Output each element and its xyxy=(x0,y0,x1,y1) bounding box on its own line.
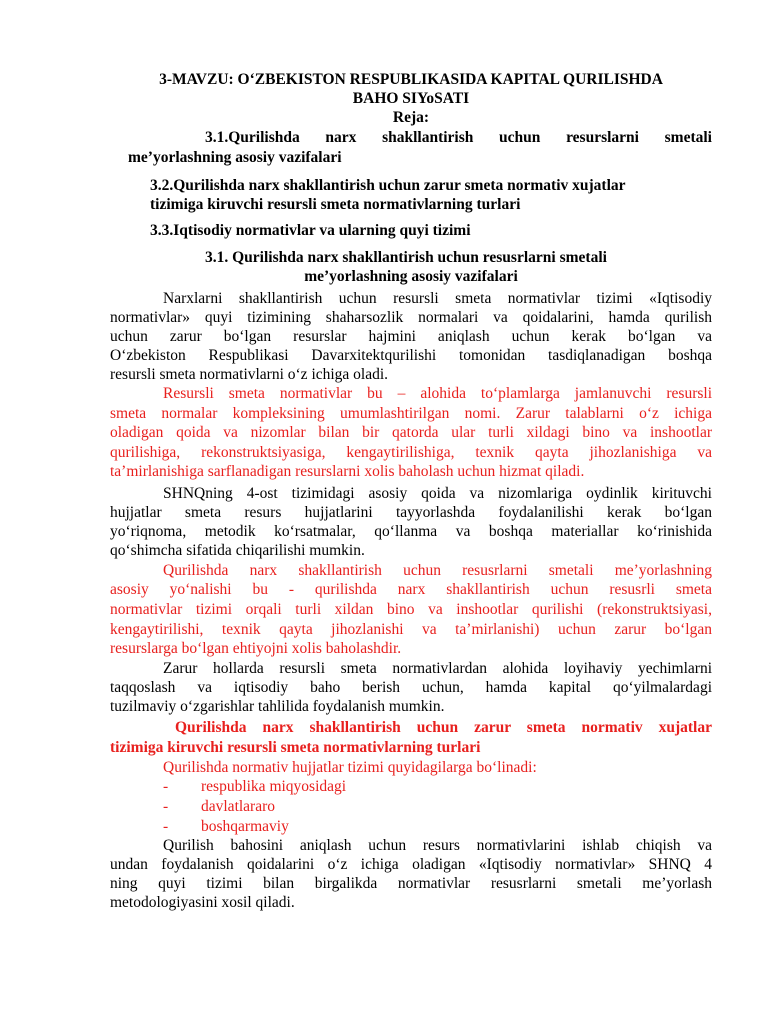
paragraph-1-line-4: O‘zbekiston Respublikasi Davarxitektqurilishi tomonidan tasdiqlanadigan boshqa xyxy=(110,347,712,364)
list-marker: - xyxy=(163,818,169,835)
paragraph-1-line-1: Narxlarni shakllantirish uchun resursli smeta normativlar tizimi «Iqtisodiy xyxy=(163,290,712,307)
paragraph-5-line-2: taqqoslash va iqtisodiy baho berish uchun, hamda kapital qo‘yilmalardagi xyxy=(110,679,712,696)
paragraph-2-line-2: smeta normalar kompleksining umumlashtirilgan nomi. Zarur talablarni o‘z ichiga xyxy=(110,405,712,422)
plan-item-1-line-1: 3.1.Qurilishda narx shakllantirish uchun resurslarni smetali xyxy=(205,129,712,146)
paragraph-4-line-3: normativlar tizimi orqali turli xildan bino va inshootlar qurilishi (rekonstruktsiyasi, xyxy=(110,601,712,618)
plan-item-2-line-1: 3.2.Qurilishda narx shakllantirish uchun zarur smeta normativ xujatlar xyxy=(150,177,626,194)
paragraph-3-line-3: yo‘riqnoma, metodik ko‘rsatmalar, qo‘llanma va boshqa materiallar ko‘rinishida xyxy=(110,523,712,540)
paragraph-4-line-5: resurslarga bo‘lgan ehtiyojni xolis baholashdir. xyxy=(110,640,402,657)
paragraph-6: Qurilishda normativ hujjatlar tizimi quyidagilarga bo‘linadi: xyxy=(163,759,537,776)
list-item: respublika miqyosidagi xyxy=(201,778,347,795)
paragraph-5-line-1: Zarur hollarda resursli smeta normativlardan alohida loyihaviy yechimlarni xyxy=(163,660,712,677)
paragraph-3-line-2: hujjatlar smeta resurs hujjatlarini tayyorlashda foydalanilishi kerak bo‘lgan xyxy=(110,504,712,521)
paragraph-4-line-4: kengaytirilishi, texnik qayta jihozlanishi va ta’mirlanishi) uchun zarur bo‘lgan xyxy=(110,621,712,638)
paragraph-3-line-1: SHNQning 4-ost tizimidagi asosiy qoida va nizomlariga oydinlik kirituvchi xyxy=(163,485,712,502)
list-item: davlatlararo xyxy=(201,798,276,815)
paragraph-2-line-1: Resursli smeta normativlar bu – alohida to‘plamlarga jamlanuvchi resursli xyxy=(163,385,712,402)
plan-item-2-line-2: tizimiga kiruvchi resursli smeta normativlarning turlari xyxy=(150,196,521,213)
paragraph-7-line-1: Qurilish bahosini aniqlash uchun resurs normativlarini ishlab chiqish va xyxy=(163,837,712,854)
paragraph-7-line-4: metodologiyasini xosil qiladi. xyxy=(110,894,295,911)
document-title-line-1: 3-MAVZU: O‘ZBEKISTON RESPUBLIKASIDA KAPITAL QURILISHDA xyxy=(159,71,663,88)
paragraph-2-line-4: qurilishiga, rekonstruktsiyasiga, kengaytirilishiga, texnik qayta jihozlanishiga va xyxy=(110,444,712,461)
paragraph-5-line-3: tuzilmaviy o‘zgarishlar tahlilida foydalanish mumkin. xyxy=(110,698,445,715)
paragraph-1-line-3: uchun zarur bo‘lgan resurslar hajmini aniqlash uchun kerak bo‘lgan va xyxy=(110,328,712,345)
paragraph-4-line-1: Qurilishda narx shakllantirish uchun resusrlarni smetali me’yorlashning xyxy=(163,562,712,579)
red-heading-line-1: Qurilishda narx shakllantirish uchun zarur smeta normativ xujatlar xyxy=(175,719,712,736)
paragraph-2-line-5: ta’mirlanishiga sarflanadigan resurslarni xolis baholash uchun hizmat qiladi. xyxy=(110,463,585,480)
list-item: boshqarmaviy xyxy=(201,818,289,835)
paragraph-2-line-3: oladigan qoida va nizomlar bilan bir qatorda ular turli xildagi bino va inshootlar xyxy=(110,424,712,441)
paragraph-3-line-4: qo‘shimcha sifatida chiqarilishi mumkin. xyxy=(110,542,365,559)
paragraph-7-line-2: undan foydalanish qoidalarini o‘z ichiga oladigan «Iqtisodiy normativlar» SHNQ 4 xyxy=(110,856,712,873)
list-marker: - xyxy=(163,798,169,815)
paragraph-4-line-2: asosiy yo‘nalishi bu - qurilishda narx shakllantirish uchun resusrli smeta xyxy=(110,581,712,598)
document-title-line-2: BAHO SIYoSATI xyxy=(352,90,470,107)
paragraph-1-line-5: resursli smeta normativlarni o‘z ichiga oladi. xyxy=(110,366,389,383)
section-1-heading-line-1: 3.1. Qurilishda narx shakllantirish uchun resusrlarni smetali xyxy=(205,249,607,266)
section-1-heading-line-2: me’yorlashning asosiy vazifalari xyxy=(304,268,518,285)
paragraph-7-line-3: ning quyi tizimi bilan birgalikda normativlar resusrlarni smetali me’yorlash xyxy=(110,875,712,892)
red-heading-line-2: tizimiga kiruvchi resursli smeta normativlarning turlari xyxy=(110,739,481,756)
list-marker: - xyxy=(163,778,169,795)
plan-item-1-line-2: me’yorlashning asosiy vazifalari xyxy=(128,149,342,166)
plan-heading: Reja: xyxy=(392,109,430,126)
plan-item-3: 3.3.Iqtisodiy normativlar va ularning quyi tizimi xyxy=(150,222,471,239)
paragraph-1-line-2: normativlar» quyi tizimining shaharsozlik normalari va qoidalarini, hamda qurilish xyxy=(110,309,712,326)
